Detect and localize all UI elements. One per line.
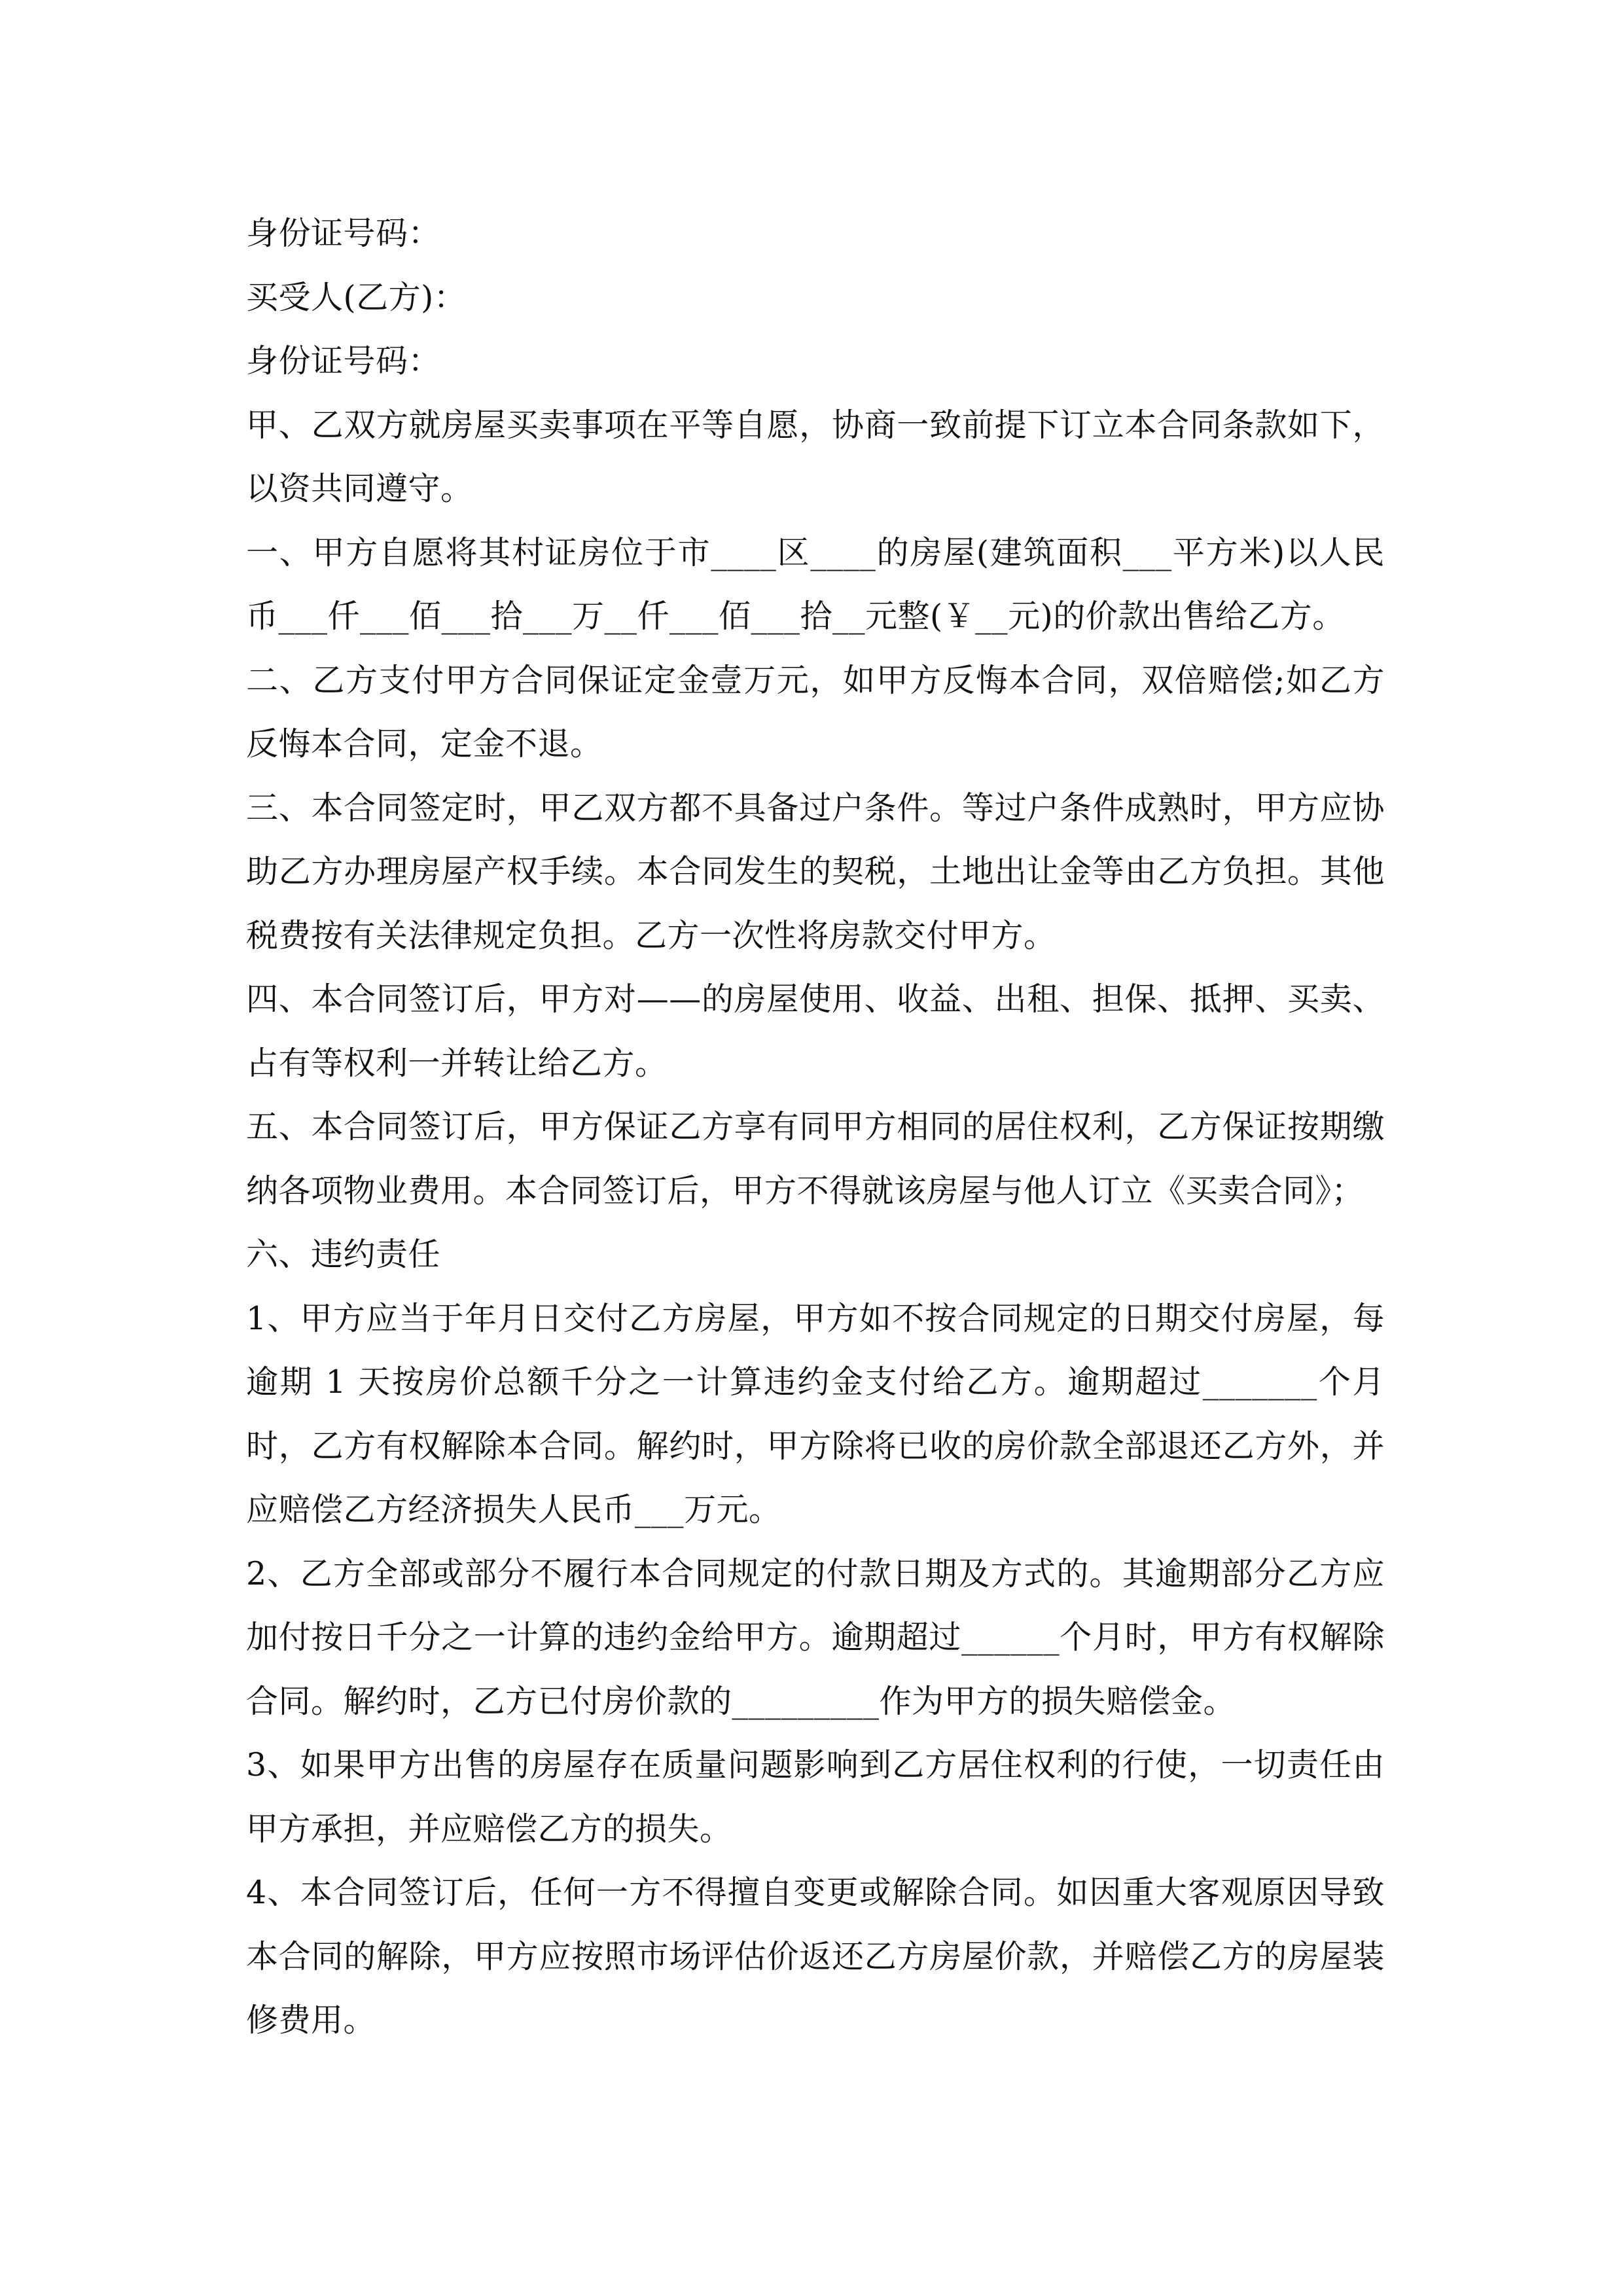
buyer-id-label: 身份证号码： <box>246 342 441 380</box>
section-heading-liability: 六、违约责任 <box>246 1236 441 1273</box>
clause-2: 二、乙方支付甲方合同保证定金壹万元，如甲方反悔本合同，双倍赔偿;如乙方反悔本合同，定金不退。 <box>246 661 1385 762</box>
clause-3: 三、本合同签定时，甲乙双方都不具备过户条件。等过户条件成熟时，甲方应协助乙方办理房屋产权手续。本合同发生的契税，土地出让金等由乙方负担。其他税费按有关法律规定负担。乙方一次性将房款交付甲方。 <box>246 789 1385 954</box>
document-body <box>246 202 1385 2053</box>
liability-item-1: 1、甲方应当于年月日交付乙方房屋，甲方如不按合同规定的日期交付房屋，每逾期 1 天按房价总额千分之一计算违约金支付给乙方。逾期超过_______个月时，乙方有权解除本合同。解约时，甲方除将已收的房价款全部退还乙方外，并应赔偿乙方经济损失人民币___万元。 <box>246 1299 1385 1528</box>
liability-item-3: 3、如果甲方出售的房屋存在质量问题影响到乙方居住权利的行使，一切责任由甲方承担，并应赔偿乙方的损失。 <box>246 1746 1385 1848</box>
preamble-paragraph: 甲、乙双方就房屋买卖事项在平等自愿，协商一致前提下订立本合同条款如下，以资共同遵守。 <box>246 406 1385 507</box>
liability-item-4: 4、本合同签订后，任何一方不得擅自变更或解除合同。如因重大客观原因导致本合同的解除，甲方应按照市场评估价返还乙方房屋价款，并赔偿乙方的房屋装修费用。 <box>246 1874 1385 2039</box>
buyer-id-label-seller: 身份证号码： <box>246 215 441 252</box>
clause-1: 一、甲方自愿将其村证房位于市____区____的房屋(建筑面积___平方米)以人民币___仟___佰___拾___万__仟___佰___拾__元整(￥__元)的价款出售给乙方。 <box>246 533 1385 635</box>
clause-4: 四、本合同签订后，甲方对——的房屋使用、收益、出租、担保、抵押、买卖、占有等权利一并转让给乙方。 <box>246 980 1385 1082</box>
buyer-label: 买受人(乙方)： <box>246 278 467 316</box>
liability-item-2: 2、乙方全部或部分不履行本合同规定的付款日期及方式的。其逾期部分乙方应加付按日千分之一计算的违约金给甲方。逾期超过______个月时，甲方有权解除合同。解约时，乙方已付房价款的_________作为甲方的损失赔偿金。 <box>246 1554 1385 1720</box>
clause-5: 五、本合同签订后，甲方保证乙方享有同甲方相同的居住权利，乙方保证按期缴纳各项物业费用。本合同签订后，甲方不得就该房屋与他人订立《买卖合同》； <box>246 1108 1385 1210</box>
